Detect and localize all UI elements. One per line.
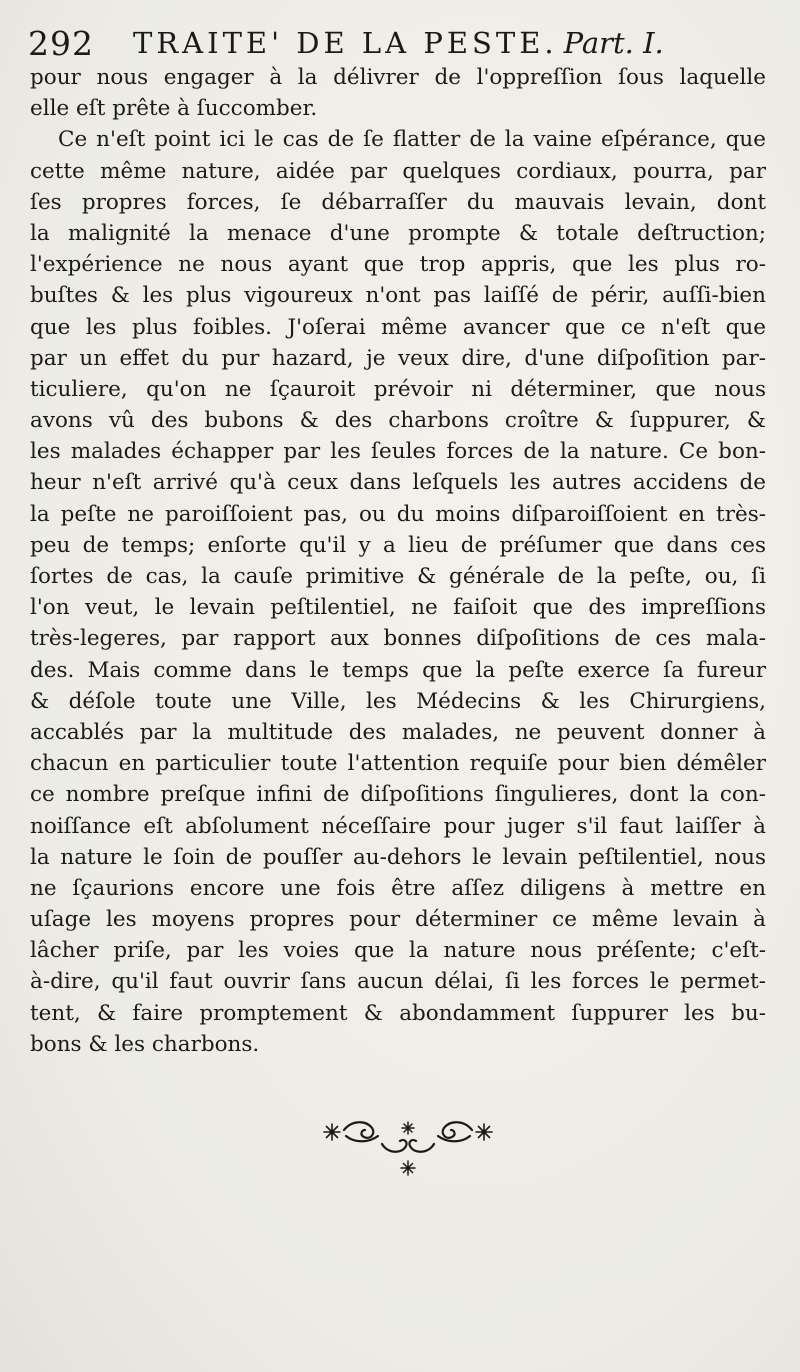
text-line: des. Mais comme dans le temps que la peſte exerce ſa fureur — [30, 657, 766, 683]
body-text — [30, 62, 766, 1060]
text-line: pour nous engager à la délivrer de l'oppreſſion ſous laquelle — [30, 65, 766, 90]
running-header — [28, 20, 768, 68]
text-line: Ce n'eſt point ici le cas de ſe flatter de la vaine eſpérance, que — [58, 127, 766, 153]
text-line: elle eſt prête à ſuccomber. — [30, 96, 318, 122]
text-line: l'on veut, le levain peſtilentiel, ne faiſoit que des impreſſions — [30, 595, 766, 621]
text-line: buſtes & les plus vigoureux n'ont pas laiſſé de périr, auſſi-bien — [30, 283, 766, 309]
text-line: chacun en particulier toute l'attention requiſe pour bien démêler — [30, 751, 766, 777]
text-line: uſage les moyens propres pour déterminer ce même levain à — [30, 907, 766, 933]
text-line: tent, & faire promptement & abondamment ſuppurer les bu- — [30, 1000, 766, 1026]
text-line: ce nombre preſque infini de diſpoſitions ſingulieres, dont la con- — [30, 782, 766, 808]
text-line: ne ſçaurions encore une fois être aſſez diligens à mettre en — [30, 875, 766, 901]
text-line: lâcher priſe, par les voies que la nature nous préſente; c'eſt- — [30, 938, 766, 964]
text-line: par un effet du pur hazard, je veux dire, d'une diſpoſition par- — [30, 345, 766, 371]
running-title-part: Part. I. — [563, 26, 664, 60]
text-line: accablés par la multitude des malades, ne peuvent donner à — [30, 719, 766, 745]
text-line: noiſſance eſt abſolument néceſſaire pour juger s'il faut laiſſer à — [30, 813, 766, 839]
text-line: très-legeres, par rapport aux bonnes diſpoſitions de ces mala- — [30, 626, 766, 652]
running-title — [133, 26, 664, 60]
text-line: l'expérience ne nous ayant que trop appris, que les plus ro- — [30, 252, 766, 278]
text-line: la malignité la menace d'une prompte & totale deſtruction; — [30, 220, 766, 246]
text-line: à-dire, qu'il faut ouvrir ſans aucun délai, ſi les forces le permet- — [30, 969, 766, 995]
text-line: ticuliere, qu'on ne ſçauroit prévoir ni déterminer, que nous — [30, 376, 766, 402]
text-line: avons vû des bubons & des charbons croître & ſuppurer, & — [30, 408, 766, 434]
page-number: 292 — [28, 24, 94, 63]
text-line: & déſole toute une Ville, les Médecins & les Chirurgiens, — [30, 688, 766, 714]
text-line: bons & les charbons. — [30, 1031, 260, 1057]
text-line: ſortes de cas, la cauſe primitive & générale de la peſte, ou, ſi — [30, 564, 766, 589]
text-line: ſes propres forces, ſe débarraſſer du mauvais levain, dont — [30, 189, 766, 215]
fleuron-ornament-icon — [318, 1110, 498, 1180]
text-line: la peſte ne paroiſſoient pas, ou du moins diſparoiſſoient en très- — [30, 501, 766, 527]
text-line: que les plus foibles. J'oſerai même avancer que ce n'eſt que — [30, 314, 766, 340]
text-line: la nature le ſoin de pouſſer au-dehors le levain peſtilentiel, nous — [30, 844, 766, 870]
running-title-text: TRAITE' DE LA PESTE. — [133, 26, 558, 60]
text-line: cette même nature, aidée par quelques cordiaux, pourra, par — [30, 158, 766, 184]
text-line: les malades échapper par les ſeules forces de la nature. Ce bon- — [30, 439, 766, 465]
text-line: heur n'eſt arrivé qu'à ceux dans leſquels les autres accidens de — [30, 470, 766, 496]
text-line: peu de temps; enſorte qu'il y a lieu de préſumer que dans ces — [30, 532, 766, 558]
